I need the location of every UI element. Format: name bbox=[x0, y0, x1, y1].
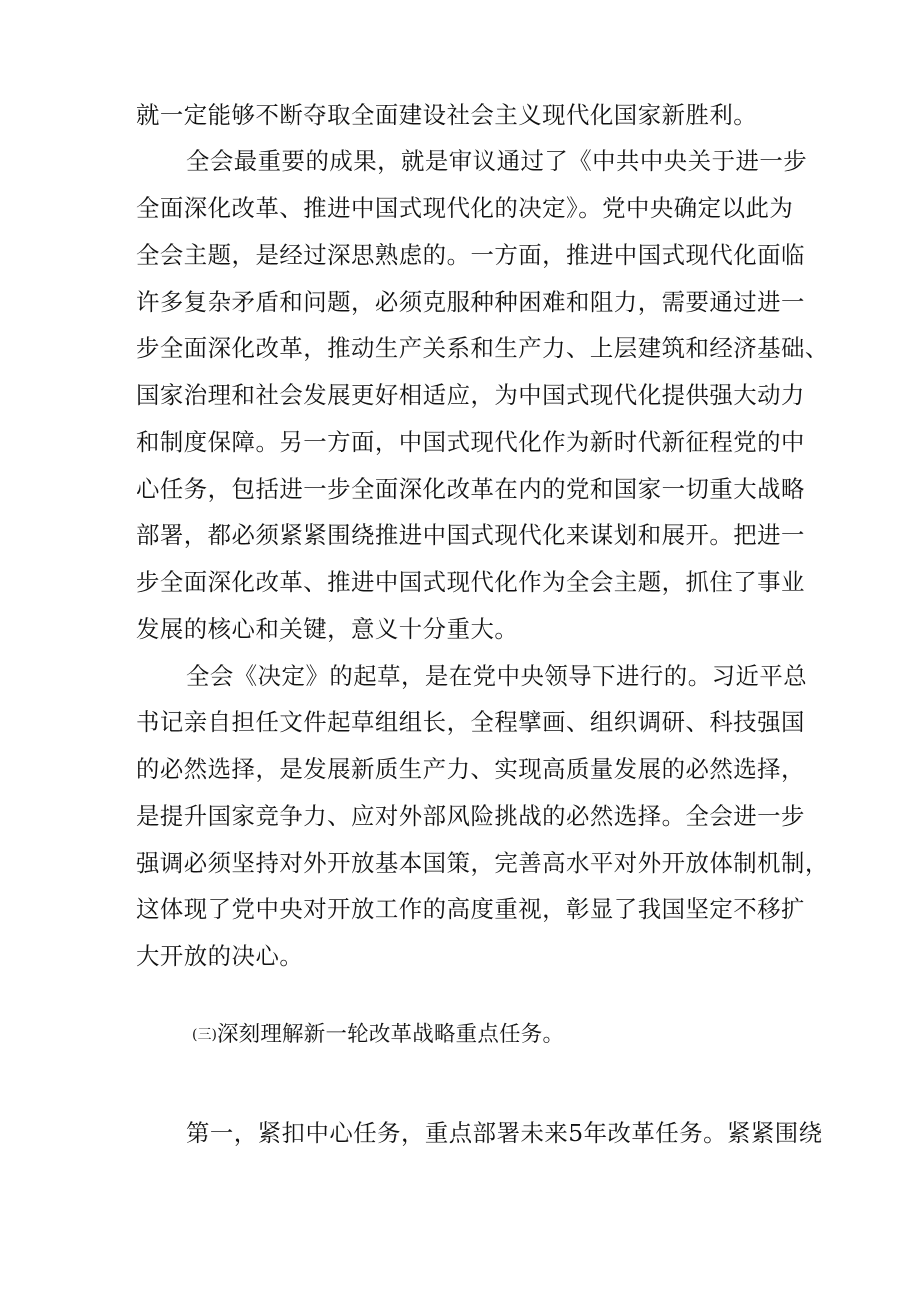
body-text-line: 发展的核心和关键，意义十分重大。 bbox=[136, 615, 519, 643]
body-text-line: 第一，紧扣中心任务，重点部署未来5年改革任务。紧紧围绕 bbox=[186, 1119, 823, 1147]
body-text-line: 大开放的决心。 bbox=[136, 942, 304, 970]
section-heading-text: 深刻理解新一轮改革战略重点任务。 bbox=[216, 1022, 565, 1047]
body-text-line: 步全面深化改革，推动生产关系和生产力、上层建筑和经济基础、 bbox=[136, 334, 829, 362]
body-text-line: 心任务，包括进一步全面深化改革在内的党和国家一切重大战略 bbox=[136, 475, 805, 503]
body-text-line: 书记亲自担任文件起草组组长，全程擘画、组织调研、科技强国 bbox=[136, 708, 805, 736]
body-text-line: 和制度保障。另一方面，中国式现代化作为新时代新征程党的中 bbox=[136, 428, 805, 456]
body-text-line: 全会最重要的成果，就是审议通过了《中共中央关于进一步 bbox=[186, 147, 808, 175]
body-text-line: 步全面深化改革、推进中国式现代化作为全会主题，抓住了事业 bbox=[136, 568, 805, 596]
body-text-line: 是提升国家竞争力、应对外部风险挑战的必然选择。全会进一步 bbox=[136, 802, 805, 830]
body-text-line: 全会《决定》的起草，是在党中央领导下进行的。习近平总 bbox=[186, 662, 808, 690]
body-text-line: 的必然选择，是发展新质生产力、实现高质量发展的必然选择， bbox=[136, 755, 805, 783]
body-text-line: 这体现了党中央对开放工作的高度重视，彰显了我国坚定不移扩 bbox=[136, 895, 805, 923]
section-heading-number: (三) bbox=[192, 1027, 217, 1043]
body-text-line: 强调必须坚持对外开放基本国策，完善高水平对外开放体制机制， bbox=[136, 849, 829, 877]
body-text-line: 全面深化改革、推进中国式现代化的决定》。党中央确定以此为 bbox=[136, 194, 794, 222]
body-text-line: 部署，都必须紧紧围绕推进中国式现代化来谋划和展开。把进一 bbox=[136, 521, 805, 549]
body-text-line: 许多复杂矛盾和问题，必须克服种种困难和阻力，需要通过进一 bbox=[136, 288, 805, 316]
body-text-line: 国家治理和社会发展更好相适应，为中国式现代化提供强大动力 bbox=[136, 381, 805, 409]
body-text-line: 全会主题，是经过深思熟虑的。一方面，推进中国式现代化面临 bbox=[136, 241, 805, 269]
body-text-line: 就一定能够不断夺取全面建设社会主义现代化国家新胜利。 bbox=[136, 101, 758, 129]
section-heading bbox=[192, 1020, 852, 1050]
